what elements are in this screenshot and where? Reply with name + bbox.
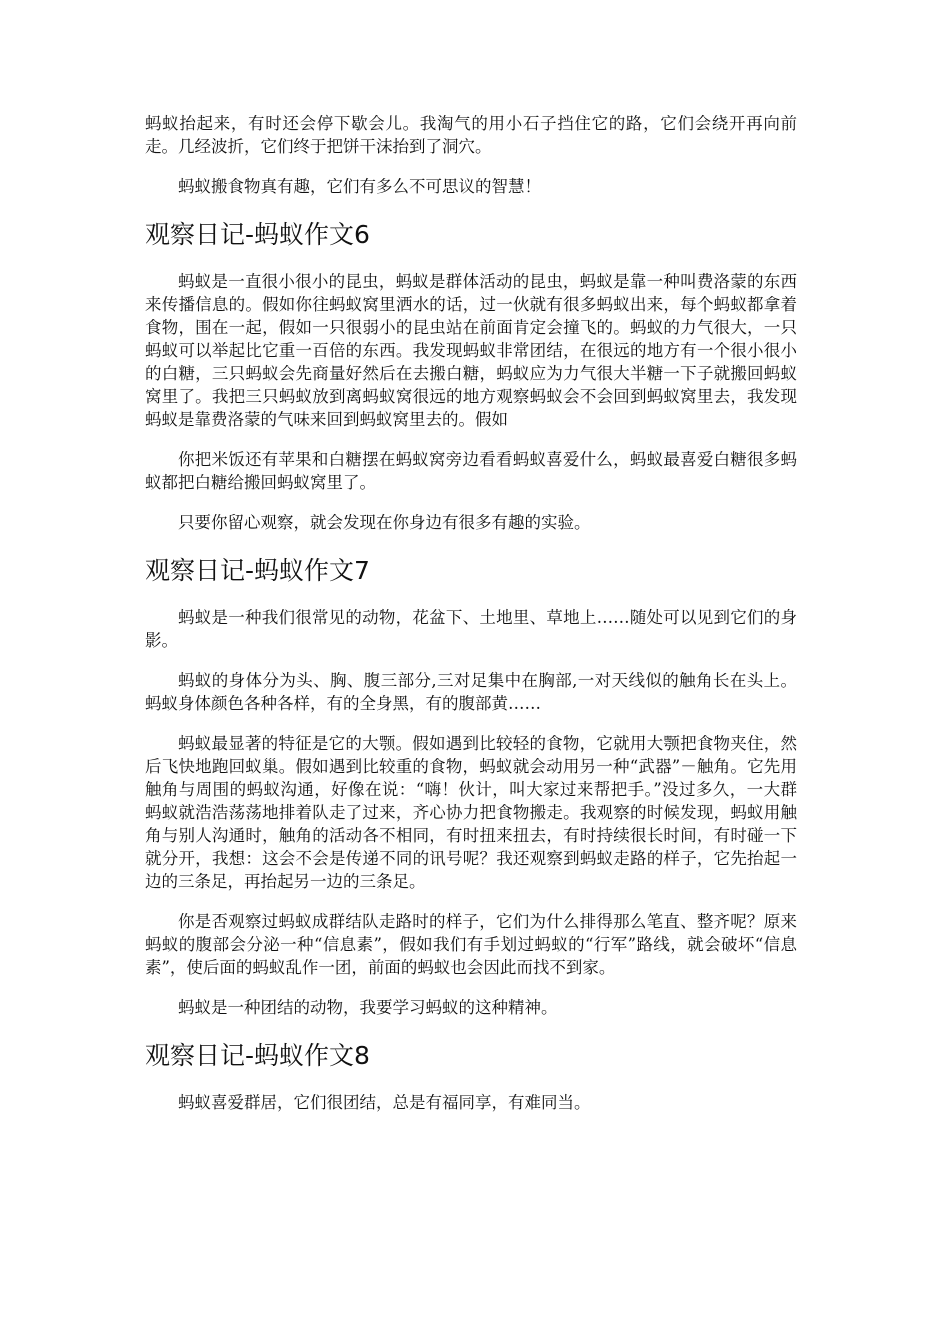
section-6-paragraph-3: 只要你留心观察，就会发现在你身边有很多有趣的实验。 (178, 513, 591, 532)
section-7-paragraph-2: 蚂蚁的身体分为头、胸、腹三部分,三对足集中在胸部,一对天线似的触角长在头上。蚂蚁身体颜色各种各样，有的全身黑，有的腹部黄…… (145, 671, 797, 713)
section-7-paragraph-4: 你是否观察过蚂蚁成群结队走路时的样子，它们为什么排得那么笔直、整齐呢？原来蚂蚁的腹部会分泌一种“信息素”，假如我们有手划过蚂蚁的“行军”路线，就会破坏“信息素”，使后面的蚂蚁乱作一团，前面的蚂蚁也会因此而找不到家。 (145, 912, 797, 977)
document-page (145, 112, 797, 1131)
section-6-paragraph-2: 你把米饭还有苹果和白糖摆在蚂蚁窝旁边看看蚂蚁喜爱什么，蚂蚁最喜爱白糖很多蚂蚁都把白糖给搬回蚂蚁窝里了。 (145, 450, 797, 492)
intro-paragraph-2: 蚂蚁搬食物真有趣，它们有多么不可思议的智慧！ (178, 177, 541, 196)
intro-paragraph-1: 蚂蚁抬起来，有时还会停下歇会儿。我淘气的用小石子挡住它的路，它们会绕开再向前走。几经波折，它们终于把饼干沫抬到了洞穴。 (145, 114, 797, 156)
section-title-7: 观察日记-蚂蚁作文7 (145, 556, 370, 585)
section-8-paragraph-1: 蚂蚁喜爱群居，它们很团结，总是有福同享，有难同当。 (178, 1093, 591, 1112)
section-7-paragraph-1: 蚂蚁是一种我们很常见的动物，花盆下、土地里、草地上……随处可以见到它们的身影。 (145, 608, 797, 650)
section-7-paragraph-5: 蚂蚁是一种团结的动物，我要学习蚂蚁的这种精神。 (178, 998, 558, 1017)
section-title-6: 观察日记-蚂蚁作文6 (145, 220, 370, 249)
section-7-paragraph-3: 蚂蚁最显著的特征是它的大颚。假如遇到比较轻的食物，它就用大颚把食物夹住，然后飞快地跑回蚁巢。假如遇到比较重的食物，蚂蚁就会动用另一种“武器”－触角。它先用触角与周围的蚂蚁沟通，好像在说：“嗨！伙计，叫大家过来帮把手。”没过多久，一大群蚂蚁就浩浩荡荡地排着队走了过来，齐心协力把食物搬走。我观察的时候发现，蚂蚁用触角与别人沟通时，触角的活动各不相同，有时扭来扭去，有时持续很长时间，有时碰一下就分开，我想：这会不会是传递不同的讯号呢？我还观察到蚂蚁走路的样子，它先抬起一边的三条足，再抬起另一边的三条足。 (145, 734, 797, 891)
section-title-8: 观察日记-蚂蚁作文8 (145, 1041, 370, 1070)
section-6-paragraph-1: 蚂蚁是一直很小很小的昆虫，蚂蚁是群体活动的昆虫，蚂蚁是靠一种叫费洛蒙的东西来传播信息的。假如你往蚂蚁窝里洒水的话，过一伙就有很多蚂蚁出来，每个蚂蚁都拿着食物，围在一起，假如一只很弱小的昆虫站在前面肯定会撞飞的。蚂蚁的力气很大，一只蚂蚁可以举起比它重一百倍的东西。我发现蚂蚁非常团结，在很远的地方有一个很小很小的白糖，三只蚂蚁会先商量好然后在去搬白糖，蚂蚁应为力气很大半糖一下子就搬回蚂蚁窝里了。我把三只蚂蚁放到离蚂蚁窝很远的地方观察蚂蚁会不会回到蚂蚁窝里去，我发现蚂蚁是靠费洛蒙的气味来回到蚂蚁窝里去的。假如 (145, 272, 797, 429)
